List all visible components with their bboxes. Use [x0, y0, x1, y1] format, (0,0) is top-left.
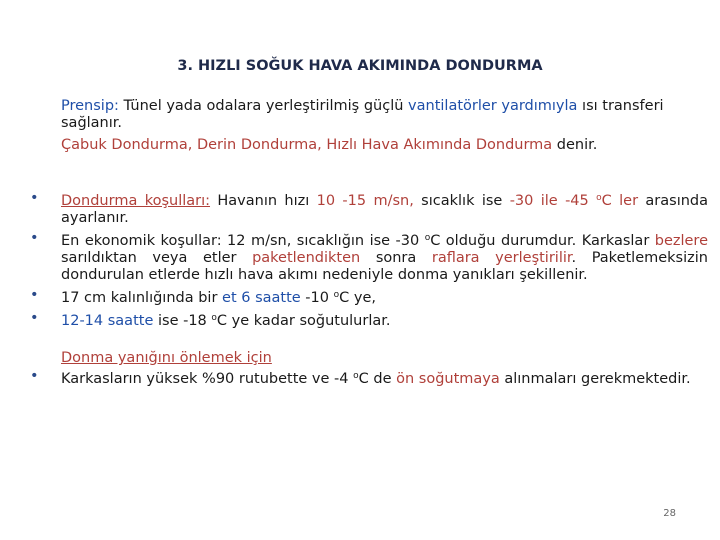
bullet-text-segment: o: [211, 313, 217, 323]
bullet-text-segment: et 6 saatte: [222, 290, 301, 306]
bullet-item: [30, 190, 708, 227]
bullet-text-segment: ise -18: [153, 313, 212, 329]
bullet-text-segment: 12-14 saatte: [61, 313, 154, 329]
bullet-text-segment: o: [424, 233, 431, 243]
bullet-text-segment: -30 ile -45: [509, 193, 597, 209]
bullet-dot: •: [30, 190, 39, 206]
bullet-text-segment: C ye kadar soğutulurlar.: [216, 313, 391, 329]
bullet-text-segment: bezlere: [654, 233, 708, 249]
principle-text-a: Tünel yada odalara yerleştirilmiş güçlü: [118, 98, 409, 114]
bullet-text-segment: Havanın hızı: [210, 193, 317, 209]
bullet-text-segment: Karkasların yüksek %90 rutubette ve -4: [61, 371, 354, 387]
principle-highlight: vantilatörler yardımıyla: [408, 98, 578, 114]
principle-label: Prensip:: [61, 98, 119, 114]
bullet-text-segment: C de: [358, 371, 397, 387]
bullet-item: [30, 310, 708, 330]
bullet-text-segment: En ekonomik koşullar: 12 m/sn, sıcaklığın ise -30: [61, 233, 425, 249]
bullet-dot: •: [30, 230, 39, 246]
bullet-text-segment: 17 cm kalınlığında bir: [61, 290, 223, 306]
bullet-text-segment: Dondurma koşulları:: [61, 193, 211, 209]
bullet-text-segment: o: [333, 290, 340, 300]
bullet-text-segment: 10 -15 m/sn,: [316, 193, 414, 209]
bullet-dot: •: [30, 287, 39, 303]
bullet-item-last: [30, 368, 708, 388]
bullet-text-segment: paketlendikten: [252, 250, 361, 266]
page-number: 28: [663, 508, 676, 519]
bullet-item: [30, 230, 708, 284]
principle-paragraph: [61, 98, 681, 132]
bullet-text-segment: sıcaklık ise: [413, 193, 510, 209]
bullet-text-segment: arasında ayarlanır.: [61, 193, 708, 226]
bullet-dot: •: [30, 310, 39, 326]
bullet-text-segment: raflara yerleştirilir: [431, 250, 572, 266]
bullet-dot: •: [30, 368, 39, 384]
slide-title: 3. HIZLI SOĞUK HAVA AKIMINDA DONDURMA: [177, 58, 543, 74]
bullet-item: [30, 287, 708, 307]
bullet-text-segment: sarıldıktan veya etler: [61, 250, 253, 266]
bullet-text-segment: ön soğutmaya: [396, 371, 500, 387]
principle-names-red: Çabuk Dondurma, Derin Dondurma, Hızlı Hava Akımında Dondurma: [61, 137, 553, 153]
bullet-text-segment: C olduğu durumdur. Karkaslar: [430, 233, 655, 249]
bullet-text-segment: -10: [300, 290, 334, 306]
principle-names-rest: denir.: [552, 137, 598, 153]
frostburn-heading: Donma yanığını önlemek için: [61, 350, 272, 366]
bullet-text-segment: sonra: [360, 250, 432, 266]
principle-names: [61, 137, 681, 154]
bullet-text-segment: C ler: [601, 193, 639, 209]
principle-text-b: ısı transferi sağlanır.: [61, 98, 664, 131]
bullet-list: [30, 190, 708, 391]
bullet-text-segment: alınmaları gerekmektedir.: [499, 371, 691, 387]
bullet-text-segment: C ye,: [339, 290, 376, 306]
principle-block: [61, 98, 681, 154]
bullet-text-segment: o: [596, 193, 602, 203]
bullet-text-segment: . Paketlemeksizin dondurulan etlerde hızlı hava akımı nedeniyle donma yanıkları şekillenir.: [61, 250, 708, 283]
bullet-text-segment: o: [353, 371, 359, 381]
